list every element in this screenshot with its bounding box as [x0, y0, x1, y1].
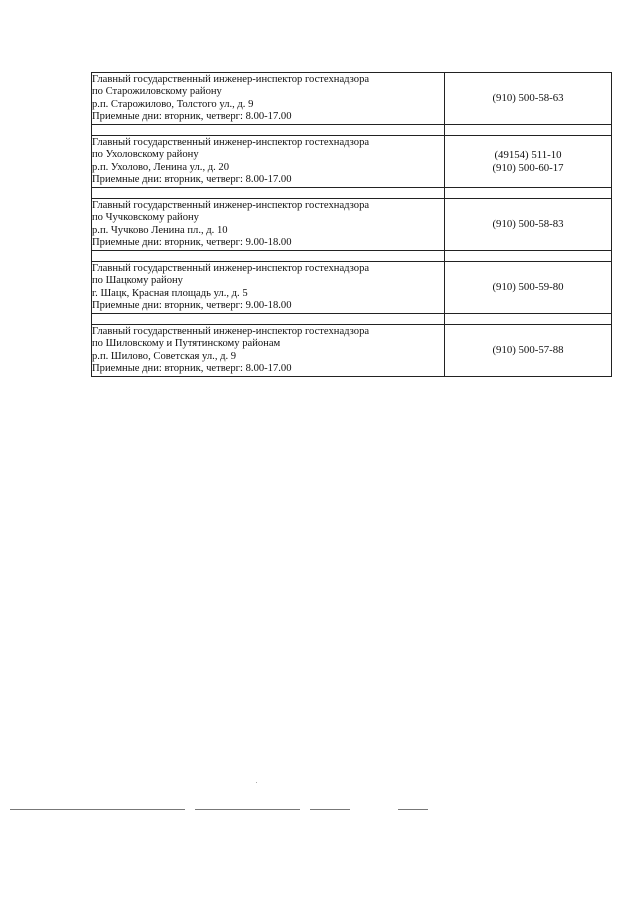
inspector-address: р.п. Чучково Ленина пл., д. 10 [92, 224, 228, 236]
inspector-reception-days: Приемные дни: вторник, четверг: 8.00-17.00 [92, 110, 292, 122]
inspector-title: Главный государственный инженер-инспектор гостехнадзора [92, 73, 370, 85]
inspector-district: по Шиловскому и Путятинскому районам [92, 338, 281, 350]
footer-rule-segment [195, 809, 300, 810]
phone-cell [445, 73, 612, 125]
spacer-cell [92, 125, 445, 136]
inspector-reception-days: Приемные дни: вторник, четверг: 9.00-18.00 [92, 236, 292, 248]
spacer-row [92, 314, 612, 325]
phone-cell [445, 325, 612, 377]
inspector-info-cell [92, 325, 445, 377]
phone-number: (910) 500-59-80 [492, 281, 564, 294]
spacer-cell [445, 314, 612, 325]
spacer-cell [92, 251, 445, 262]
table-row [92, 262, 612, 314]
inspector-address: р.п. Шилово, Советская ул., д. 9 [92, 350, 237, 362]
spacer-cell [92, 188, 445, 199]
spacer-cell [445, 251, 612, 262]
inspector-info-cell [92, 136, 445, 188]
spacer-row [92, 251, 612, 262]
scan-speck [256, 782, 257, 783]
inspector-reception-days: Приемные дни: вторник, четверг: 9.00-18.00 [92, 299, 292, 311]
table-row [92, 325, 612, 377]
inspector-district: по Ухоловскому району [92, 149, 199, 161]
inspector-district: по Шацкому району [92, 275, 183, 287]
phone-number: (49154) 511-10 [494, 149, 562, 162]
table-row [92, 199, 612, 251]
inspector-title: Главный государственный инженер-инспектор гостехнадзора [92, 136, 370, 148]
footer-rule-segment [310, 809, 350, 810]
footer-rule-segment [398, 809, 428, 810]
phone-cell [445, 262, 612, 314]
spacer-row [92, 188, 612, 199]
inspectors-table [91, 72, 612, 377]
phone-number: (910) 500-60-17 [492, 161, 564, 174]
inspector-title: Главный государственный инженер-инспектор гостехнадзора [92, 199, 370, 211]
phone-cell [445, 136, 612, 188]
phone-number: (910) 500-57-88 [492, 344, 564, 357]
table-row [92, 73, 612, 125]
inspector-address: р.п. Старожилово, Толстого ул., д. 9 [92, 98, 254, 110]
spacer-cell [445, 125, 612, 136]
table-row [92, 136, 612, 188]
inspector-address: р.п. Ухолово, Ленина ул., д. 20 [92, 161, 230, 173]
inspector-info-cell [92, 199, 445, 251]
spacer-cell [445, 188, 612, 199]
inspector-reception-days: Приемные дни: вторник, четверг: 8.00-17.00 [92, 173, 292, 185]
spacer-cell [92, 314, 445, 325]
inspector-info-cell [92, 73, 445, 125]
inspector-info-cell [92, 262, 445, 314]
inspector-district: по Старожиловскому району [92, 86, 222, 98]
inspector-district: по Чучковскому району [92, 212, 199, 224]
inspector-title: Главный государственный инженер-инспектор гостехнадзора [92, 325, 370, 337]
footer-rule-segment [10, 809, 185, 810]
phone-number: (910) 500-58-63 [492, 92, 564, 105]
inspector-reception-days: Приемные дни: вторник, четверг: 8.00-17.00 [92, 362, 292, 374]
inspector-address: г. Шацк, Красная площадь ул., д. 5 [92, 287, 248, 299]
phone-number: (910) 500-58-83 [492, 218, 564, 231]
phone-cell [445, 199, 612, 251]
inspector-title: Главный государственный инженер-инспектор гостехнадзора [92, 262, 370, 274]
spacer-row [92, 125, 612, 136]
